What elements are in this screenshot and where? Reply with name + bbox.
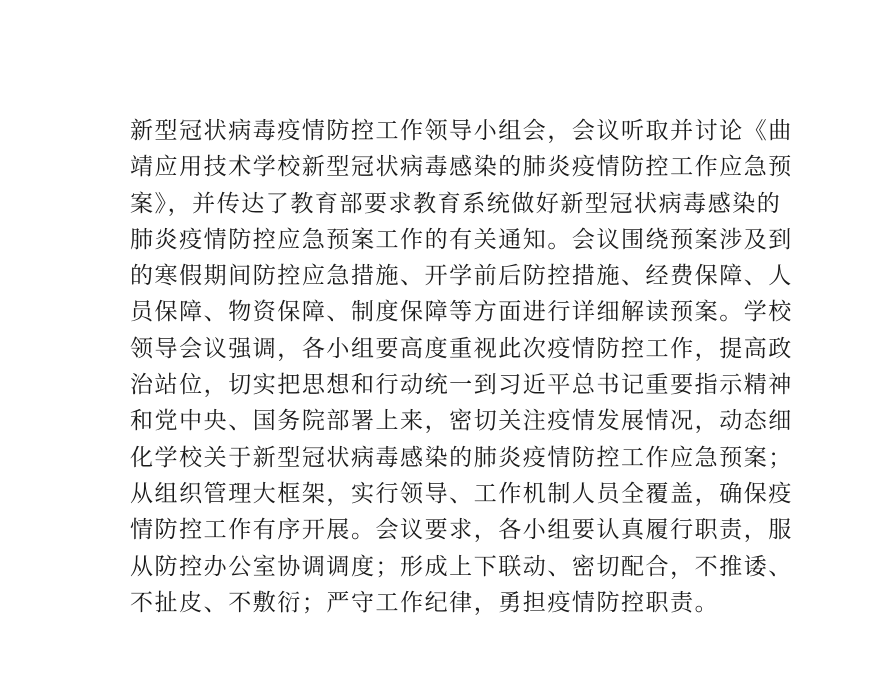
paragraph-line: 的寒假期间防控应急措施、开学前后防控措施、经费保障、人	[130, 263, 793, 290]
paragraph-line: 治站位，切实把思想和行动统一到习近平总书记重要指示精神	[130, 372, 793, 399]
paragraph-line: 和党中央、国务院部署上来，密切关注疫情发展情况，动态细	[130, 408, 793, 435]
paragraph-line: 肺炎疫情防控应急预案工作的有关通知。会议围绕预案涉及到	[130, 226, 793, 253]
paragraph-line: 靖应用技术学校新型冠状病毒感染的肺炎疫情防控工作应急预	[130, 154, 793, 181]
paragraph-line: 员保障、物资保障、制度保障等方面进行详细解读预案。学校	[130, 299, 793, 326]
paragraph-line: 领导会议强调，各小组要高度重视此次疫情防控工作，提高政	[130, 335, 793, 362]
paragraph-line: 案》，并传达了教育部要求教育系统做好新型冠状病毒感染的	[130, 190, 782, 217]
paragraph-line: 化学校关于新型冠状病毒感染的肺炎疫情防控工作应急预案；	[130, 444, 793, 471]
paragraph-line: 从防控办公室协调调度；形成上下联动、密切配合，不推诿、	[130, 553, 793, 580]
paragraph-line: 情防控工作有序开展。会议要求，各小组要认真履行职责，服	[130, 517, 793, 544]
paragraph-line: 从组织管理大框架，实行领导、工作机制人员全覆盖，确保疫	[130, 480, 793, 507]
paragraph-line: 新型冠状病毒疫情防控工作领导小组会，会议听取并讨论《曲	[130, 118, 793, 144]
paragraph-line: 不扯皮、不敷衍；严守工作纪律，勇担疫情防控职责。	[130, 589, 720, 616]
document-body	[130, 113, 793, 621]
